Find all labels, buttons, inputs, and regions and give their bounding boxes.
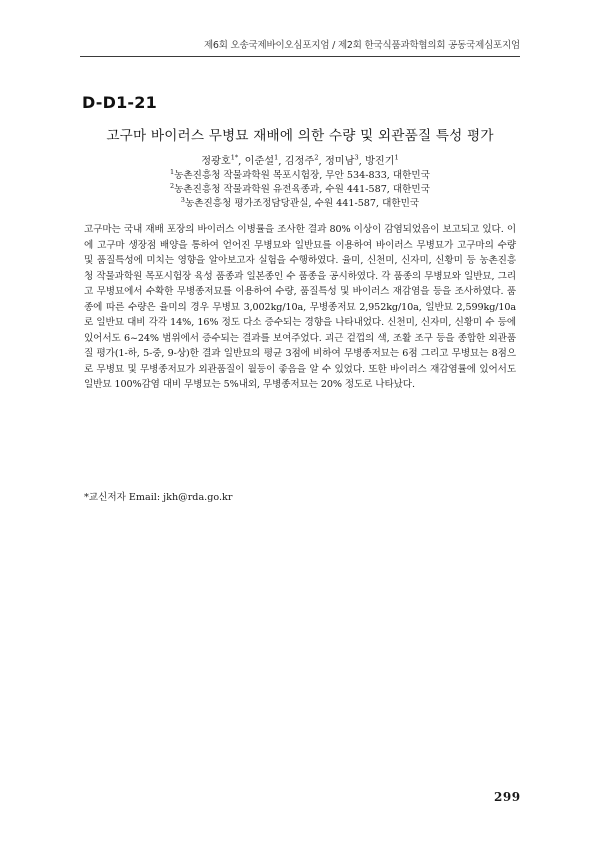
paper-title: 고구마 바이러스 무병묘 재배에 의한 수량 및 외관품질 특성 평가 (106, 128, 494, 144)
author-mark: 3 (354, 153, 359, 162)
affiliation-text: 농촌진흥청 작물과학원 유전육종과, 수원 441-587, 대한민국 (174, 184, 430, 195)
paper-code: D-D1-21 (82, 93, 157, 112)
author-name: 김정주 (284, 156, 315, 167)
running-header: 제6회 오송국제바이오심포지엄 / 제2회 한국식품과학협의회 공동국제심포지엄 (203, 40, 520, 51)
affiliation (0, 167, 600, 181)
author-name: 정미남 (324, 156, 355, 167)
author-list: 정광호$^{1*}$, 이준설$^1$, 김정주$^2$, 정미남$^3$, 방진기$^1$ (201, 153, 399, 167)
affiliation (0, 181, 600, 195)
affiliation-mark: 3 (180, 195, 185, 204)
author-name: 이준설 (244, 156, 275, 167)
affiliation (0, 195, 600, 209)
header-rule (80, 56, 520, 57)
affiliation-mark: 2 (170, 181, 175, 190)
abstract-paragraph: 고구마는 국내 재배 포장의 바이러스 이병률을 조사한 결과 80% 이상이 감염되었음이 보고되고 있다. 이에 고구마 생장점 배양을 통하여 얻어진 무병묘와 일반묘를 이용하여 바이러스 무병묘가 고구마의 수량 및 품질특성에 미치는 영향을 알아보고자 실험을 수행하였다. 율미, 신천미, 신자미, 신황미 등 농촌진흥청 작물과학원 목포시험장 육성 품종과 일본종인 수 품종을 공시하였다. 각 품종의 무병묘와 일반묘, 그리고 무병묘에서 수확한 무병종저묘를 이용하여 수량, 품질특성 및 바이러스 재감염을 등을 조사하였다. 품종에 따른 수량은 율미의 경우 무병묘 3,002kg/10a, 무병종저묘 2,952kg/10a, 일반묘 2,599kg/10a로 일반묘 대비 각각 14%, 16% 정도 다소 증수되는 경향을 나타내었다. 신천미, 신자미, 신황미 수 등에 있어서도 6~24% 범위에서 증수되는 결과를 보여주었다. 괴근 겉껍의 색, 조활 조구 등을 종합한 외관품질 평가(1-하, 5-중, 9-상)한 결과 일반묘의 평균 3점에 비하여 무병종저묘는 6점 그리고 무병묘는 8점으로 무병묘 및 무병종저묘가 외관품질이 월등이 좋음을 알 수 있었다. 또한 바이러스 재감염률에 있어서도 일반묘 100%감염 대비 무병묘는 5%내외, 무병종저묘는 20% 정도로 나타났다. (84, 224, 516, 390)
author-name: 방진기 (365, 156, 395, 167)
affiliation-text: 농촌진흥청 작물과학원 목포시험장, 무안 534-833, 대한민국 (174, 170, 430, 181)
author-mark: 1* (230, 153, 239, 162)
corresponding-author-footnote: *교신저자 Email: jkh@rda.go.kr (84, 492, 233, 503)
page-number: 299 (494, 790, 521, 804)
affiliation-mark: 1 (170, 167, 175, 176)
affiliation-text: 농촌진흥청 평가조정담당관실, 수원 441-587, 대한민국 (184, 198, 420, 209)
author-name: 정광호 (201, 156, 231, 167)
author-mark: 2 (314, 153, 319, 162)
author-mark: 1 (394, 153, 399, 162)
author-mark: 1 (274, 153, 279, 162)
